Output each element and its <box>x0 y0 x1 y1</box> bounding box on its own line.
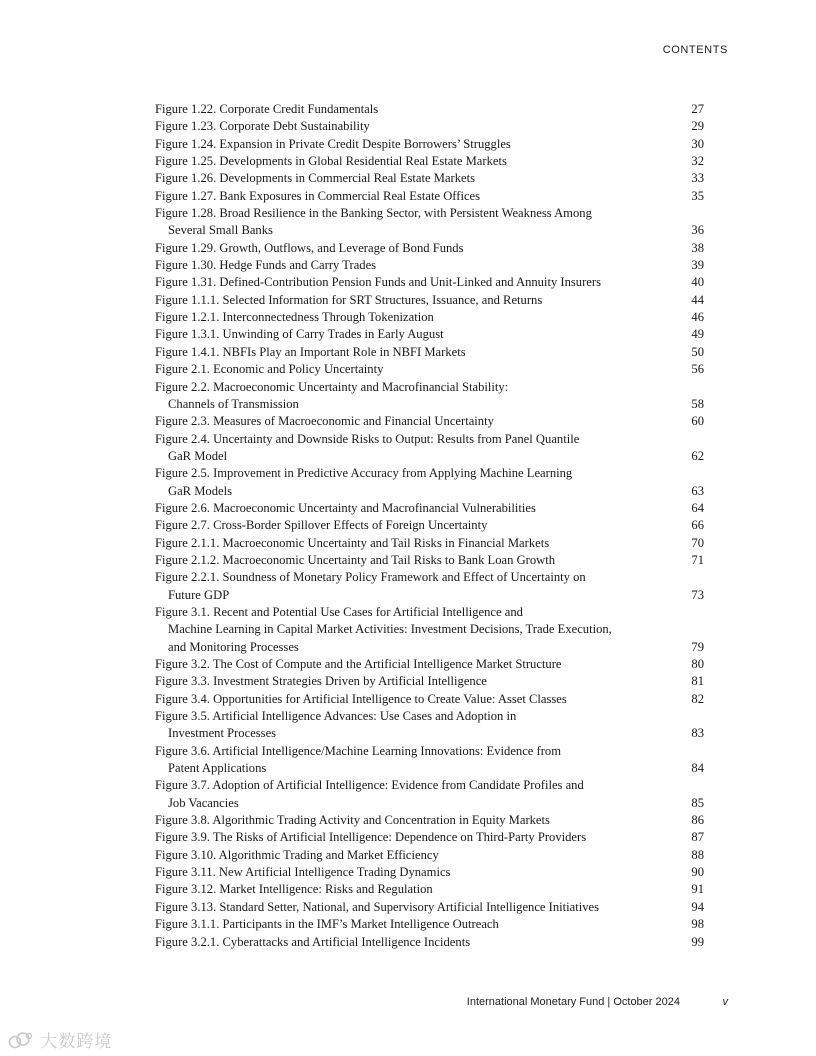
toc-entry[interactable] <box>155 743 704 778</box>
toc-entry-title-continuation: Channels of Transmission <box>168 396 299 411</box>
toc-entry-title: Figure 3.6. Artificial Intelligence/Machine Learning Innovations: Evidence from <box>155 743 562 758</box>
toc-entry-page: 85 <box>691 795 704 810</box>
toc-entry-page: 27 <box>691 102 704 116</box>
footer-page-number: v <box>722 996 728 1008</box>
toc-entry[interactable] <box>155 517 704 534</box>
toc-entry-title: Figure 3.5. Artificial Intelligence Advances: Use Cases and Adoption in <box>155 709 517 724</box>
toc-entry[interactable] <box>155 118 704 135</box>
toc-entry[interactable] <box>155 188 704 205</box>
toc-entry[interactable] <box>155 326 704 343</box>
toc-entry-title: Figure 1.2.1. Interconnectedness Through Tokenization <box>155 310 434 325</box>
toc-entry[interactable] <box>155 136 704 153</box>
toc-entry-title-continuation: Job Vacancies <box>168 795 239 810</box>
toc-entry-title: Figure 3.7. Adoption of Artificial Intelligence: Evidence from Candidate Profiles and <box>155 778 584 793</box>
toc-entry-page: 81 <box>691 674 704 689</box>
toc-entry[interactable] <box>155 344 704 361</box>
toc-entry-title: Figure 2.6. Macroeconomic Uncertainty and Macrofinancial Vulnerabilities <box>155 500 536 515</box>
toc-entry-page: 56 <box>691 362 704 377</box>
toc-entry-title: Figure 1.24. Expansion in Private Credit Despite Borrowers’ Struggles <box>155 136 511 151</box>
toc-entry-page: 60 <box>691 414 704 429</box>
toc-entry[interactable] <box>155 552 704 569</box>
toc-entry-page: 29 <box>691 119 704 134</box>
toc-entry-title-continuation: Machine Learning in Capital Market Activities: Investment Decisions, Trade Execution, <box>168 622 612 637</box>
toc-entry[interactable] <box>155 899 704 916</box>
toc-entry[interactable] <box>155 656 704 673</box>
toc-entry-page: 63 <box>691 483 704 498</box>
footer-publication: International Monetary Fund | October 2024 <box>466 996 680 1008</box>
toc-entry[interactable] <box>155 153 704 170</box>
toc-entry-page: 91 <box>691 882 704 897</box>
toc-entry-page: 35 <box>691 188 704 203</box>
toc-entry-page: 46 <box>691 310 704 325</box>
toc-entry-title-continuation: Patent Applications <box>168 761 267 776</box>
toc-entry-page: 44 <box>691 292 704 307</box>
toc-entry-title: Figure 3.11. New Artificial Intelligence Trading Dynamics <box>155 865 451 880</box>
toc-entry-title: Figure 1.29. Growth, Outflows, and Leverage of Bond Funds <box>155 240 464 255</box>
toc-entry-title: Figure 2.1.2. Macroeconomic Uncertainty and Tail Risks to Bank Loan Growth <box>155 552 556 567</box>
toc-entry-page: 49 <box>691 327 704 342</box>
toc-entry[interactable] <box>155 205 704 240</box>
toc-entry-page: 79 <box>691 639 704 654</box>
toc-entry-page: 98 <box>691 917 704 932</box>
toc-entry-title: Figure 1.25. Developments in Global Residential Real Estate Markets <box>155 154 507 169</box>
toc-entry-title: Figure 3.12. Market Intelligence: Risks and Regulation <box>155 882 433 897</box>
toc-entry[interactable] <box>155 916 704 933</box>
toc-entry[interactable] <box>155 257 704 274</box>
toc-entry-page: 88 <box>691 847 704 862</box>
toc-entry-title-continuation: Future GDP <box>168 587 230 602</box>
toc-entry[interactable] <box>155 777 704 812</box>
toc-entry[interactable] <box>155 881 704 898</box>
toc-entry-page: 62 <box>691 448 704 463</box>
toc-entry-title: Figure 1.3.1. Unwinding of Carry Trades in Early August <box>155 327 444 342</box>
toc-entry[interactable] <box>155 864 704 881</box>
toc-entry-title-continuation: Several Small Banks <box>168 223 273 238</box>
toc-entry-title: Figure 3.1.1. Participants in the IMF’s Market Intelligence Outreach <box>155 917 499 932</box>
toc-entry-title: Figure 1.1.1. Selected Information for SRT Structures, Issuance, and Returns <box>155 292 543 307</box>
toc-entry-title: Figure 1.23. Corporate Debt Sustainability <box>155 119 370 134</box>
toc-entry-title: Figure 2.4. Uncertainty and Downside Risks to Output: Results from Panel Quantile <box>155 431 580 446</box>
toc-entry-page: 94 <box>691 899 704 914</box>
toc-entry-page: 70 <box>691 535 704 550</box>
toc-entry-title: Figure 1.31. Defined-Contribution Pension Funds and Unit-Linked and Annuity Insurers <box>155 275 601 290</box>
toc-entry[interactable] <box>155 569 704 604</box>
toc-entry-title: Figure 1.27. Bank Exposures in Commercial Real Estate Offices <box>155 188 481 203</box>
running-header: CONTENTS <box>662 44 728 56</box>
toc-entry-title: Figure 1.26. Developments in Commercial Real Estate Markets <box>155 171 476 186</box>
toc-entry[interactable] <box>155 691 704 708</box>
toc-entry-title: Figure 1.22. Corporate Credit Fundamentals <box>155 102 379 116</box>
toc-entry-page: 99 <box>691 934 704 949</box>
toc-entry-page: 39 <box>691 258 704 273</box>
toc-entry[interactable] <box>155 604 704 656</box>
toc-entry-title: Figure 1.30. Hedge Funds and Carry Trades <box>155 258 377 273</box>
toc-entry[interactable] <box>155 292 704 309</box>
toc-entry-title: Figure 1.28. Broad Resilience in the Banking Sector, with Persistent Weakness Among <box>155 206 592 221</box>
toc-entry-page: 58 <box>691 396 704 411</box>
toc-entry[interactable] <box>155 274 704 291</box>
toc-entry-page: 87 <box>691 830 704 845</box>
toc-entry[interactable] <box>155 465 704 500</box>
toc-entry-title: Figure 3.10. Algorithmic Trading and Market Efficiency <box>155 847 439 862</box>
toc-entry-page: 64 <box>691 500 704 515</box>
toc-entry-title: Figure 3.13. Standard Setter, National, and Supervisory Artificial Intelligence Initiatives <box>155 899 600 914</box>
toc-entry-title: Figure 3.9. The Risks of Artificial Intelligence: Dependence on Third-Party Providers <box>155 830 587 845</box>
toc-entry[interactable] <box>155 829 704 846</box>
toc-entry-title: Figure 2.1.1. Macroeconomic Uncertainty and Tail Risks in Financial Markets <box>155 535 550 550</box>
toc-entry[interactable] <box>155 361 704 378</box>
toc-entry-title: Figure 3.8. Algorithmic Trading Activity and Concentration in Equity Markets <box>155 813 550 828</box>
toc-entry-page: 32 <box>691 154 704 169</box>
toc-entry-page: 50 <box>691 344 704 359</box>
toc-entry-page: 83 <box>691 726 704 741</box>
toc-entry-page: 40 <box>691 275 704 290</box>
toc-entry-page: 86 <box>691 813 704 828</box>
toc-entry[interactable] <box>155 101 704 118</box>
toc-entry[interactable] <box>155 170 704 187</box>
toc-entry[interactable] <box>155 535 704 552</box>
toc-entry-title: Figure 3.2. The Cost of Compute and the Artificial Intelligence Market Structure <box>155 657 562 671</box>
toc-entry-title-continuation: GaR Models <box>168 483 233 498</box>
toc-entry-page: 66 <box>691 518 704 533</box>
toc-entry[interactable] <box>155 934 704 951</box>
table-of-figures <box>155 101 704 951</box>
toc-entry-page: 84 <box>691 761 704 776</box>
toc-entry[interactable] <box>155 812 704 829</box>
toc-entry-page: 33 <box>691 171 704 186</box>
toc-entry-title-continuation: and Monitoring Processes <box>168 639 299 654</box>
toc-entry[interactable] <box>155 847 704 864</box>
toc-entry-title: Figure 2.7. Cross-Border Spillover Effects of Foreign Uncertainty <box>155 518 488 533</box>
toc-entry[interactable] <box>155 413 704 430</box>
toc-entry-page: 90 <box>691 865 704 880</box>
watermark-logo-icon <box>8 1031 34 1049</box>
toc-entry-title: Figure 3.3. Investment Strategies Driven by Artificial Intelligence <box>155 674 487 689</box>
watermark <box>8 1027 112 1052</box>
toc-entry[interactable] <box>155 673 704 690</box>
toc-entry-title: Figure 3.4. Opportunities for Artificial Intelligence to Create Value: Asset Classes <box>155 691 567 706</box>
toc-entry-title: Figure 2.3. Measures of Macroeconomic and Financial Uncertainty <box>155 414 494 429</box>
toc-entry-page: 80 <box>691 657 704 671</box>
toc-entry-page: 82 <box>691 691 704 706</box>
toc-entry[interactable] <box>155 309 704 326</box>
toc-entry-title: Figure 3.2.1. Cyberattacks and Artificial Intelligence Incidents <box>155 934 471 949</box>
watermark-text: 大数跨境 <box>40 1032 113 1052</box>
toc-entry-title: Figure 1.4.1. NBFIs Play an Important Role in NBFI Markets <box>155 344 466 359</box>
toc-entry-page: 71 <box>691 552 704 567</box>
toc-entry-title: Figure 2.2.1. Soundness of Monetary Policy Framework and Effect of Uncertainty on <box>155 570 586 585</box>
toc-entry-page: 38 <box>691 240 704 255</box>
toc-entry-title: Figure 2.2. Macroeconomic Uncertainty and Macrofinancial Stability: <box>155 379 509 394</box>
toc-entry[interactable] <box>155 500 704 517</box>
toc-entry-title-continuation: GaR Model <box>168 448 228 463</box>
toc-entry-title-continuation: Investment Processes <box>168 726 277 741</box>
toc-entry[interactable] <box>155 379 704 414</box>
toc-entry-page: 36 <box>691 223 704 238</box>
toc-entry-title: Figure 3.1. Recent and Potential Use Cases for Artificial Intelligence and <box>155 604 523 619</box>
toc-entry[interactable] <box>155 431 704 466</box>
toc-entry[interactable] <box>155 708 704 743</box>
toc-entry-page: 30 <box>691 136 704 151</box>
toc-entry[interactable] <box>155 240 704 257</box>
toc-entry-page: 73 <box>691 587 704 602</box>
toc-entry-title: Figure 2.1. Economic and Policy Uncertainty <box>155 362 384 377</box>
toc-entry-title: Figure 2.5. Improvement in Predictive Accuracy from Applying Machine Learning <box>155 466 573 481</box>
